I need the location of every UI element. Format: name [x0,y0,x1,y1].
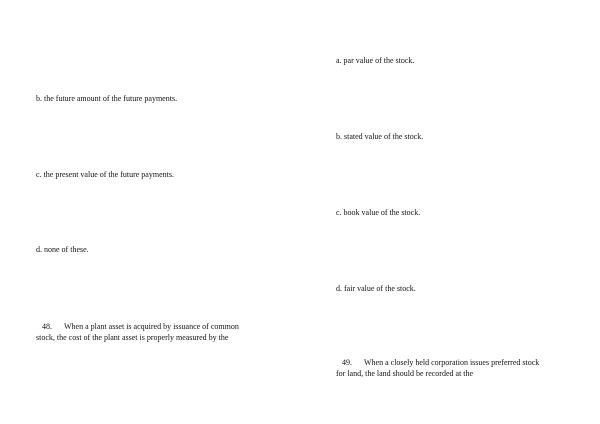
question-48-line1: When a plant asset is acquired by issuance of common [64,322,239,331]
right-option-a: a. par value of the stock. [336,56,415,65]
left-option-c: c. the present value of the future payments. [36,170,174,179]
question-49-line1: When a closely held corporation issues preferred stock [364,358,540,367]
question-49-line2: for land, the land should be recorded at the [336,369,474,378]
left-option-d: d. none of these. [36,245,89,254]
question-48-line2: stock, the cost of the plant asset is properly measured by the [36,333,229,342]
question-49 [336,357,576,379]
right-option-b: b. stated value of the stock. [336,132,424,141]
right-option-d: d. fair value of the stock. [336,284,416,293]
right-option-c: c. book value of the stock. [336,208,421,217]
question-48 [36,321,276,343]
left-option-b: b. the future amount of the future payments. [36,94,178,103]
question-49-number: 49. [342,358,352,367]
question-48-number: 48. [42,322,52,331]
